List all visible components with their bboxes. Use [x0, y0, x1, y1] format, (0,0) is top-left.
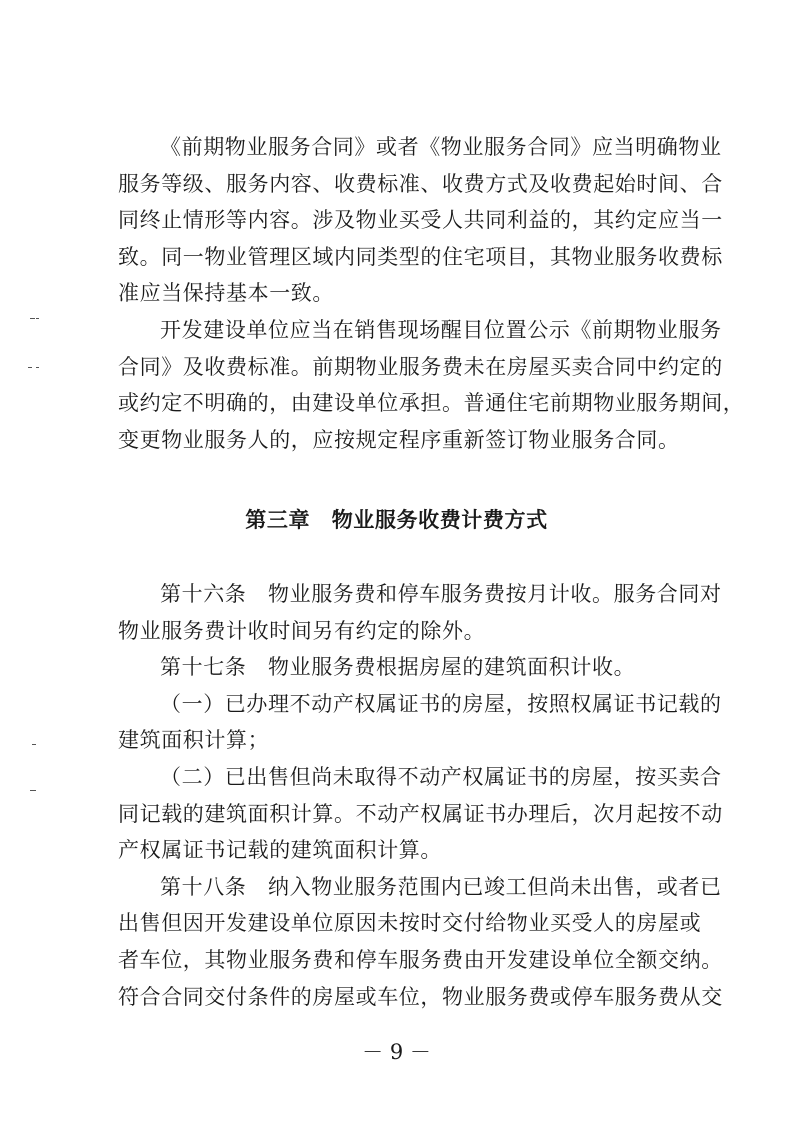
paragraph-line: 致。同一物业管理区域内同类型的住宅项目，其物业服务收费标: [118, 244, 723, 269]
scan-mark: [28, 367, 32, 368]
chapter-heading: 第三章 物业服务收费计费方式: [245, 508, 548, 532]
article-line: （二）已出售但尚未取得不动产权属证书的房屋，按买卖合: [160, 764, 722, 789]
page-number: － 9 －: [362, 1040, 431, 1064]
article-line: 产权属证书记载的建筑面积计算。: [118, 838, 442, 863]
section-after-chapter: [118, 576, 723, 1015]
article-line: 物业服务费计收时间另有约定的除外。: [118, 618, 486, 643]
paragraph-line: 变更物业服务人的，应按规定程序重新签订物业服务合同。: [118, 427, 680, 452]
paragraph-line: 或约定不明确的，由建设单位承担。普通住宅前期物业服务期间，: [118, 391, 745, 416]
article-line: 出售但因开发建设单位原因未按时交付给物业买受人的房屋或: [118, 911, 702, 936]
paragraph-line: 《前期物业服务合同》或者《物业服务合同》应当明确物业: [160, 135, 722, 159]
scan-mark: [36, 367, 39, 368]
paragraph-line: 合同》及收费标准。前期物业服务费未在房屋买卖合同中约定的: [118, 354, 723, 379]
article-line: 者车位，其物业服务费和停车服务费由开发建设单位全额交纳。: [118, 947, 723, 972]
scan-mark: [30, 790, 36, 791]
scan-mark: [32, 744, 36, 745]
paragraph-line: 同终止情形等内容。涉及物业买受人共同利益的，其约定应当一: [118, 208, 723, 233]
paragraph-line: 服务等级、服务内容、收费标准、收费方式及收费起始时间、合: [118, 171, 723, 196]
article-line: 第十七条 物业服务费根据房屋的建筑面积计收。: [160, 655, 636, 680]
paragraph-line: 开发建设单位应当在销售现场醒目位置公示《前期物业服务: [160, 317, 722, 342]
article-line: 第十八条 纳入物业服务范围内已竣工但尚未出售，或者已: [160, 874, 722, 899]
section-before-chapter: [118, 129, 745, 458]
scan-mark: [36, 318, 39, 319]
article-line: 同记载的建筑面积计算。不动产权属证书办理后，次月起按不动: [118, 801, 723, 826]
article-line: （一）已办理不动产权属证书的房屋，按照权属证书记载的: [160, 691, 722, 716]
scan-mark: [30, 318, 35, 319]
article-line: 第十六条 物业服务费和停车服务费按月计收。服务合同对: [160, 582, 722, 606]
article-line: 符合合同交付条件的房屋或车位，物业服务费或停车服务费从交: [118, 984, 723, 1009]
paragraph-line: 准应当保持基本一致。: [118, 281, 334, 306]
article-line: 建筑面积计算；: [118, 728, 270, 753]
